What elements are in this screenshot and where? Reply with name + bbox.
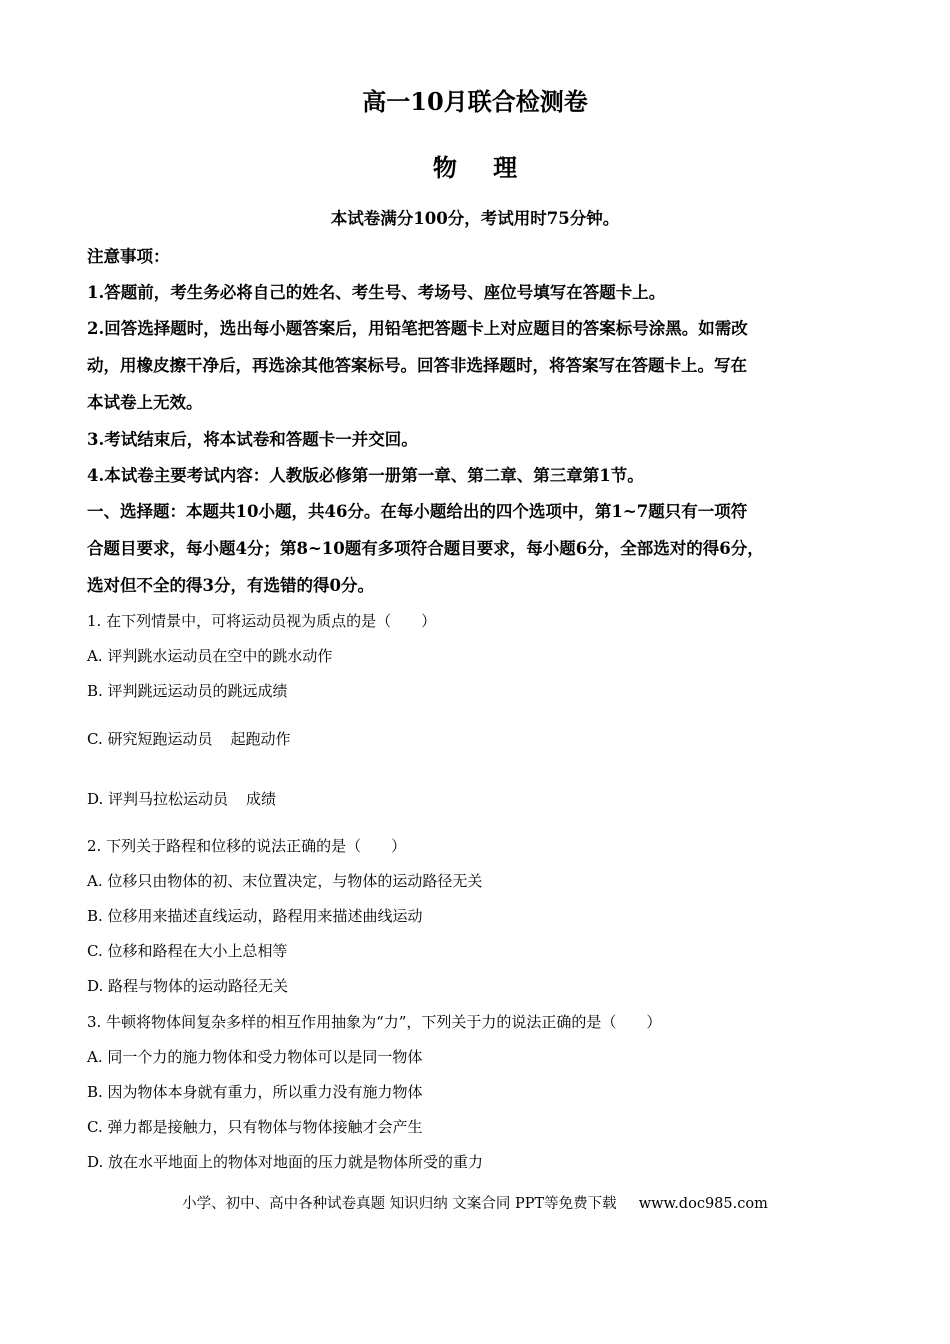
question-option: C. 位移和路程在大小上总相等 — [87, 942, 288, 960]
question-option: D. 放在水平地面上的物体对地面的压力就是物体所受的重力 — [87, 1153, 484, 1171]
question-stem: 2. 下列关于路程和位移的说法正确的是（ ） — [87, 837, 407, 855]
option-text: C. 研究短跑运动员 — [87, 730, 213, 748]
footer-text: 小学、初中、高中各种试卷真题 知识归纳 文案合同 PPT等免费下载 — [182, 1196, 617, 1212]
question-option: A. 同一个力的施力物体和受力物体可以是同一物体 — [87, 1048, 423, 1066]
subject-title — [0, 148, 950, 183]
notice-item: 2.回答选择题时，选出每小题答案后，用铅笔把答题卡上对应题目的答案标号涂黑。如需改 — [87, 319, 748, 338]
section-heading: 合题目要求，每小题4分；第8~10题有多项符合题目要求，每小题6分，全部选对的得6分， — [87, 539, 764, 558]
notice-item: 动，用橡皮擦干净后，再选涂其他答案标号。回答非选择题时，将答案写在答题卡上。写在 — [87, 356, 747, 375]
exam-info: 本试卷满分100分，考试用时75分钟。 — [330, 209, 620, 228]
section-heading: 一、选择题：本题共10小题，共46分。在每小题给出的四个选项中，第1~7题只有一项符 — [87, 502, 748, 521]
question-stem: 1. 在下列情景中，可将运动员视为质点的是（ ） — [87, 612, 437, 630]
subject-text: 物 理 — [432, 153, 532, 182]
footer-site[interactable]: www.doc985.com — [638, 1196, 768, 1212]
notice-item: 本试卷上无效。 — [87, 393, 203, 412]
question-option: B. 因为物体本身就有重力，所以重力没有施力物体 — [87, 1083, 423, 1101]
question-option: A. 评判跳水运动员在空中的跳水动作 — [87, 647, 333, 665]
question-option: B. 评判跳远运动员的跳远成绩 — [87, 682, 288, 700]
question-option: B. 位移用来描述直线运动，路程用来描述曲线运动 — [87, 907, 423, 925]
option-text: 成绩 — [246, 790, 277, 808]
question-option: D. 路程与物体的运动路径无关 — [87, 977, 289, 995]
option-text: 起跑动作 — [230, 730, 291, 748]
question-option — [87, 728, 877, 749]
notice-item: 3.考试结束后，将本试卷和答题卡一并交回。 — [87, 430, 418, 449]
document-title: 高一10月联合检测卷 — [362, 87, 588, 116]
notice-item: 4.本试卷主要考试内容：人教版必修第一册第一章、第二章、第三章第1节。 — [87, 466, 644, 485]
section-heading: 选对但不全的得3分，有选错的得0分。 — [87, 576, 374, 595]
question-option — [87, 788, 877, 809]
page-footer — [0, 1192, 950, 1213]
notice-item: 1.答题前，考生务必将自己的姓名、考生号、考场号、座位号填写在答题卡上。 — [87, 283, 666, 302]
notice-heading: 注意事项： — [87, 247, 170, 266]
question-option: C. 弹力都是接触力，只有物体与物体接触才会产生 — [87, 1118, 423, 1136]
question-stem: 3. 牛顿将物体间复杂多样的相互作用抽象为“力”，下列关于力的说法正确的是（ ） — [87, 1013, 662, 1031]
question-option: A. 位移只由物体的初、末位置决定，与物体的运动路径无关 — [87, 872, 483, 890]
option-text: D. 评判马拉松运动员 — [87, 790, 229, 808]
